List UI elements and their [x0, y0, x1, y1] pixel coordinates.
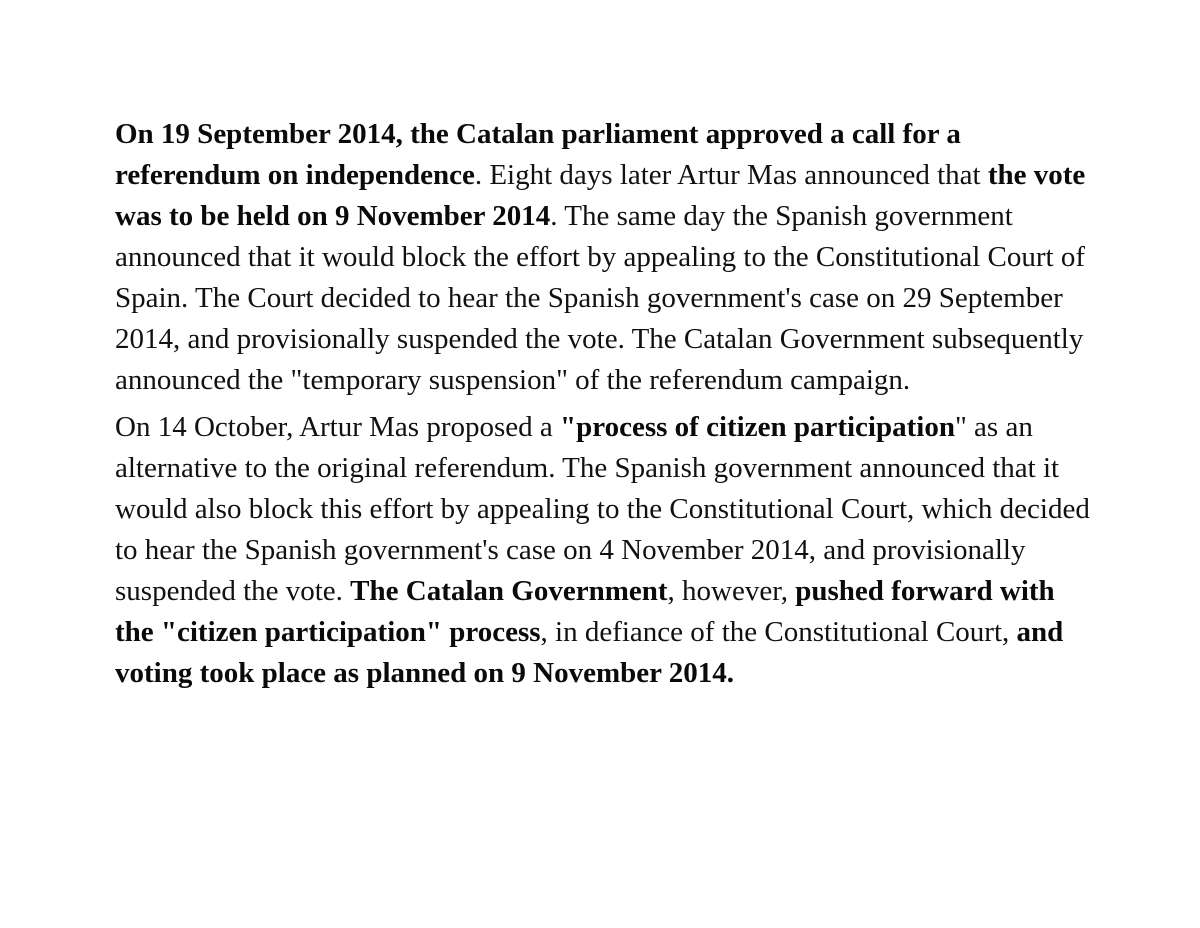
bold-text: the vote was to be held on 9 November 2014	[115, 159, 1086, 232]
document-body	[115, 114, 1090, 694]
plain-text: , however,	[667, 575, 796, 607]
paragraph-referendum-call	[115, 114, 1090, 401]
plain-text: " as an alternative to the original referendum. The Spanish government announced that it would also block this effort by appealing to the Constitutional Court, which decided to hear the Spanish government's case on 4 November 2014, and provisionally suspended the vote.	[115, 411, 1090, 607]
bold-text: On 19 September 2014, the Catalan parliament approved a call for a referendum on independence	[115, 118, 961, 191]
bold-text: and voting took place as planned on 9 November 2014.	[115, 616, 1064, 689]
bold-text: The Catalan Government	[350, 575, 668, 607]
plain-text: On 14 October, Artur Mas proposed a	[115, 411, 561, 443]
paragraph-citizen-participation	[115, 407, 1090, 694]
bold-text: "process of citizen participation	[560, 411, 955, 443]
plain-text: . The same day the Spanish government announced that it would block the effort by appealing to the Constitutional Court of Spain. The Court decided to hear the Spanish government's case on 29 September 2014, and provisionally suspended the vote. The Catalan Government subsequently announced the "temporary suspension" of the referendum campaign.	[115, 200, 1085, 396]
bold-text: pushed forward with the "citizen participation" process	[115, 575, 1055, 648]
plain-text: . Eight days later Artur Mas announced that	[474, 159, 988, 191]
plain-text: , in defiance of the Constitutional Court,	[540, 616, 1017, 648]
